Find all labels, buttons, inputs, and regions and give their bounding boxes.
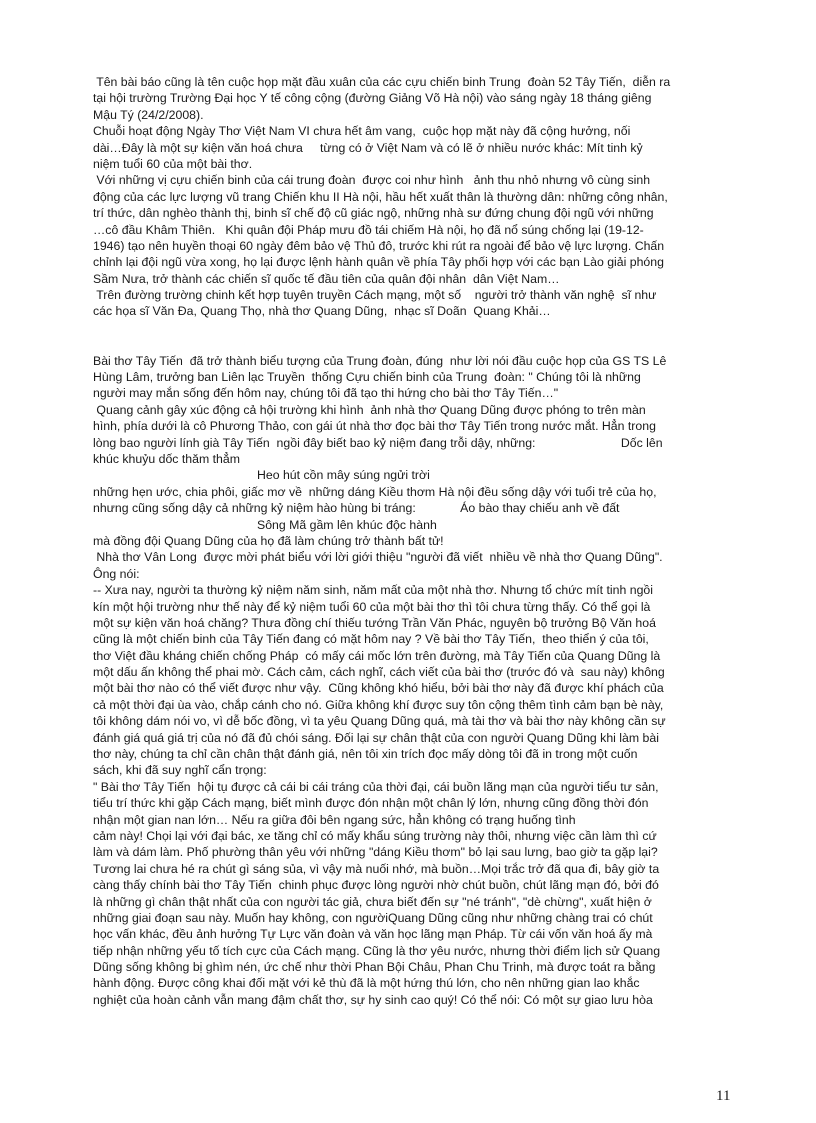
text-line: động của các lực lượng vũ trang Chiến khu II Hà nội, hầu hết xuất thân là thường dân: những công nhân, [93, 189, 668, 204]
text-line: Heo hút cồn mây súng ngửi trời [93, 468, 430, 483]
text-line: " Bài thơ Tây Tiến hội tụ được cả cái bi cái tráng của thời đại, cái buồn lãng mạn của người tiểu tư sản, [93, 779, 659, 794]
text-line: những hẹn ước, chia phôi, giấc mơ về những dáng Kiều thơm Hà nội đều sống dậy với tuổi trẻ của họ, [93, 484, 657, 499]
text-line: Sông Mã gầm lên khúc độc hành [93, 517, 437, 532]
text-line: tiếp nhận những yếu tố tích cực của Cách mạng. Cũng là thơ yêu nước, nhưng thời điểm lịch sử Quang [93, 943, 661, 958]
text-line: nghiệt của hoàn cảnh vẫn mang đậm chất thơ, sự hy sinh cao quý! Có thể nói: Có một sự giao lưu hòa [93, 992, 653, 1007]
text-line: mà đồng đội Quang Dũng của họ đã làm chúng trở thành bất tử! [93, 533, 444, 548]
text-line: kín một hội trường như thế này để kỷ niệm tuổi 60 của một bài thơ thì tôi chưa từng thấy. Có thể gọi là [93, 599, 651, 614]
text-line: những giai đoạn sau này. Muốn hay không, con ngườiQuang Dũng cũng như những chàng trai có chút [93, 910, 653, 925]
text-line: thơ Việt đầu kháng chiến chống Pháp có mấy cái mốc lớn trên đường, mà Tây Tiến của Quang Dũng là [93, 648, 661, 663]
page-number: 11 [716, 1088, 731, 1104]
text-line: tại hội trường Trường Đại học Y tế công cộng (đường Giảng Võ Hà nội) vào sáng ngày 18 tháng giêng [93, 91, 652, 106]
text-line: một sự kiện văn hoá chăng? Thưa đồng chí thiếu tướng Trần Văn Phác, nguyên bộ trưởng Bộ Văn hoá [93, 615, 656, 630]
text-line: niệm tuổi 60 của một bài thơ. [93, 156, 253, 171]
text-line: Ông nói: [93, 566, 140, 581]
text-line: nhưng cũng sống dậy cả những kỷ niệm hào hùng bi tráng: Áo bào thay chiếu anh về đất [93, 501, 620, 516]
text-line: hành động. Được công khai đối mặt với kẻ thù đã là một hứng thú lớn, cho nên những gian lao khắc [93, 976, 640, 991]
blank-line [93, 336, 743, 352]
text-line: cảm này! Chọi lại với đại bác, xe tăng chỉ có mấy khẩu súng trường này thôi, nhưng việc cần làm thì cứ [93, 828, 657, 843]
text-line: Bài thơ Tây Tiến đã trở thành biểu tượng của Trung đoàn, đúng như lời nói đầu cuộc họp của GS TS Lê [93, 353, 667, 368]
text-line: sách, khi đã suy nghĩ cẩn trọng: [93, 763, 267, 778]
text-line: Nhà thơ Vân Long được mời phát biểu với lời giới thiệu "người đã viết nhiều về nhà thơ Quang Dũng". [93, 550, 663, 565]
text-line: Trên đường trường chinh kết hợp tuyên truyền Cách mạng, một số người trở thành văn nghệ sĩ như [93, 288, 657, 303]
text-line: người may mắn sống đến hôm nay, chúng tôi đã tạo thi hứng cho bài thơ Tây Tiến…" [93, 386, 559, 401]
text-line: lòng bao người lính già Tây Tiến ngồi đây biết bao kỷ niệm đang trỗi dậy, những: Dốc lên [93, 435, 663, 450]
text-line: đánh giá quá giá trị của nó đã đủ chói sáng. Đối lại sự chân thật của con người Quang Dũng khi làm bài [93, 730, 659, 745]
text-line: khúc khuỷu dốc thăm thẳm [93, 451, 240, 466]
text-line: Sầm Nưa, trở thành các chiến sĩ quốc tế đầu tiên của quân đội nhân dân Việt Nam… [93, 271, 560, 286]
text-line: học vấn khác, đều ảnh hưởng Tự Lực văn đoàn và văn học lãng mạn Pháp. Từ cái vốn văn hoá ấy mà [93, 927, 653, 942]
text-line: thơ này, chúng ta chỉ cần chân thật đánh giá, nên tôi xin trích đọc mấy dòng tôi đã in trong một cuốn [93, 747, 638, 762]
text-line: là những gì chân thật nhất của con người tác giả, chưa biết đến sự "né tránh", "dè chừng", xuất hiện ở [93, 894, 652, 909]
text-line: Dũng sống không bị ghìm nén, ức chế như thời Phan Bội Châu, Phan Chu Trinh, mà được toát ra bằng [93, 960, 656, 975]
text-line: Chuỗi hoạt động Ngày Thơ Việt Nam VI chưa hết âm vang, cuộc họp mặt này đã cộng hưởng, nối [93, 124, 631, 139]
text-line: dài…Đây là một sự kiện văn hoá chưa từng có ở Việt Nam và có lẽ ở nhiều nước khác: Mít tinh kỷ [93, 140, 643, 155]
text-line: -- Xưa nay, người ta thường kỷ niệm năm sinh, năm mất của một nhà thơ. Nhưng tổ chức mít tinh ngồi [93, 583, 653, 598]
text-line: Mậu Tý (24/2/2008). [93, 107, 204, 122]
text-line: Tên bài báo cũng là tên cuộc họp mặt đầu xuân của các cựu chiến binh Trung đoàn 52 Tây Tiến, diễn ra [93, 75, 671, 89]
text-line: trí thức, dân nghèo thành thị, binh sĩ chế độ cũ giác ngộ, những nhà sư đứng chung đội ngũ với những [93, 206, 654, 221]
text-line: càng thấy chính bài thơ Tây Tiến chinh phục được lòng người nhờ chút buồn, chút lãng mạn đó, bởi đó [93, 878, 659, 893]
text-line: tiểu trí thức khi gặp Cách mạng, biết mình được đón nhận một chân lý lớn, nhưng cũng đồng thời đón [93, 796, 649, 811]
text-line: Hùng Lâm, trưởng ban Liên lạc Truyền thống Cựu chiến binh của Trung đoàn: " Chúng tôi là những [93, 370, 641, 385]
text-line: hình, phía dưới là cô Phương Thảo, con gái út nhà thơ đọc bài thơ Tây Tiến trong nước mắt. Hẳn trong [93, 419, 656, 434]
text-line: làm và dám làm. Phố phường thân yêu với những "dáng Kiều thơm" bỏ lại sau lưng, bao giờ ta gặp lại? [93, 845, 658, 860]
text-line: một bài thơ nào có thể viết được như vậy. Cũng không khó hiểu, bởi bài thơ này đã được khí phách của [93, 681, 664, 696]
text-line: nhận một gian nan lớn… Nếu ra giữa đôi bên ngang sức, hẳn không có trạng huống tình [93, 812, 576, 827]
text-line: một dấu ấn không thể phai mờ. Cách cảm, cách nghĩ, cách viết của bài thơ (trước đó và sau này) không [93, 665, 665, 680]
document-body [93, 74, 743, 1008]
text-line: cũng là một chiến binh của Tây Tiến đang có mặt hôm nay ? Về bài thơ Tây Tiến, theo thiển ý của tôi, [93, 632, 649, 647]
text-line: Quang cảnh gây xúc động cả hội trường khi hình ảnh nhà thơ Quang Dũng được phóng to trên màn [93, 402, 646, 417]
text-line: 1946) tạo nên huyền thoại 60 ngày đêm bảo vệ Thủ đô, trước khi rút ra ngoài để bảo vệ lực lượng. Chấn [93, 238, 665, 253]
text-line: cả một thời đại ùa vào, chắp cánh cho nó. Giữa không khí được suy tôn cộng thêm tình cảm bạn bè này, [93, 697, 664, 712]
text-line: chỉnh lại đội ngũ vừa xong, họ lại được lệnh hành quân về phía Tây phối hợp với các bạn Lào giải phóng [93, 255, 664, 270]
text-line: …cô đầu Khâm Thiên. Khi quân đội Pháp mưu đồ tái chiếm Hà nội, họ đã nổ súng chống lại (19-12- [93, 222, 644, 237]
blank-line [93, 320, 743, 336]
text-line: tôi không dám nói vo, vì dễ bốc đồng, vì ta yêu Quang Dũng quá, mà tài thơ và bài thơ này không cần sự [93, 714, 666, 729]
text-line: Tương lai chưa hé ra chút gì sáng sủa, vì vậy mà nuối nhớ, mà buồn…Mọi trắc trở đã qua đi, bây giờ ta [93, 861, 660, 876]
text-line: các họa sĩ Văn Đa, Quang Thọ, nhà thơ Quang Dũng, nhạc sĩ Doãn Quang Khải… [93, 304, 551, 319]
text-line: Với những vị cựu chiến binh của cái trung đoàn được coi như hình ảnh thu nhỏ nhưng vô cùng sinh [93, 173, 651, 188]
